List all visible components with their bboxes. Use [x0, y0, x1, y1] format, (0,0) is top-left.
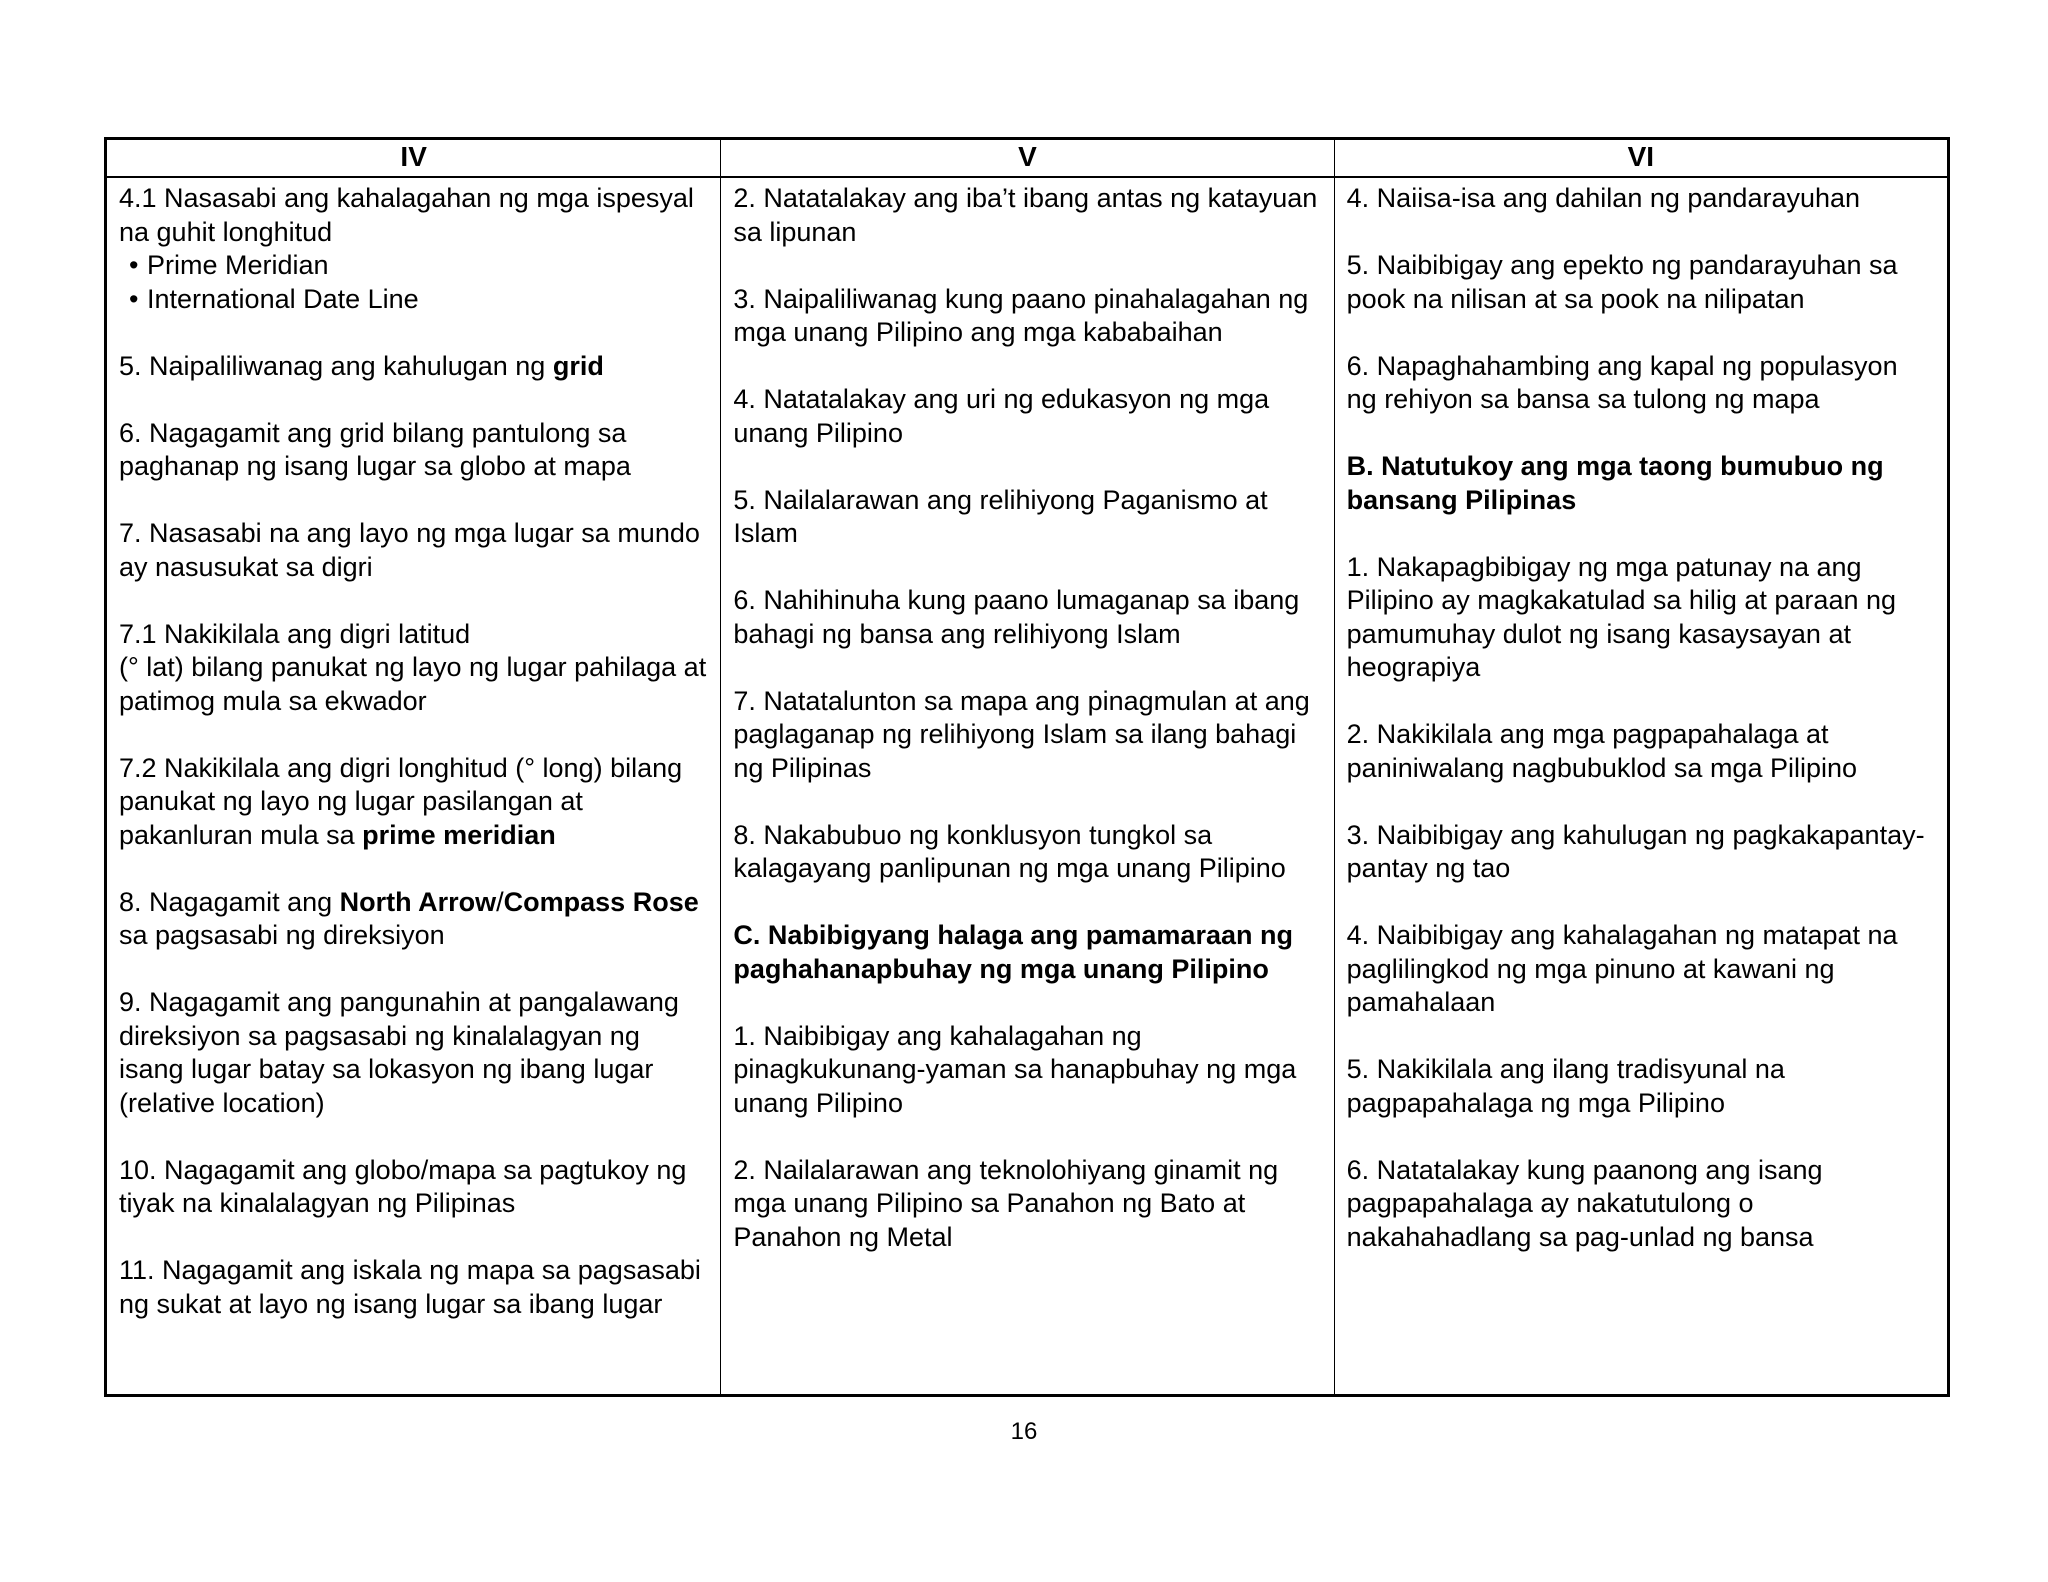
- competency-table: [104, 137, 1950, 1397]
- bullet-list: [119, 249, 708, 316]
- item-7: 7. Nasasabi na ang layo ng mga lugar sa mundo ay nasusukat sa digri: [119, 518, 700, 582]
- page-number: 16: [1010, 1418, 1038, 1445]
- bullet-icon: •: [129, 283, 139, 314]
- column-iv: [107, 178, 720, 1394]
- column-vi: [1334, 178, 1947, 1394]
- item-c2: 2. Nailalarawan ang teknolohiyang ginamit ng mga unang Pilipino sa Panahon ng Bato at Panahon ng Metal: [733, 1154, 1279, 1252]
- item-6: 6. Nagagamit ang grid bilang pantulong sa paghanap ng isang lugar sa globo at mapa: [119, 417, 631, 481]
- item-b2: 2. Nakikilala ang mga pagpapahalaga at paniniwalang nagbubuklod sa mga Pilipino: [1346, 719, 1858, 783]
- item-4: 4. Naiisa-isa ang dahilan ng pandarayuhan: [1346, 183, 1861, 213]
- item-3: 3. Naipaliliwanag kung paano pinahalagahan ng mga unang Pilipino ang mga kababaihan: [733, 283, 1309, 347]
- item-7: 7. Natatalunton sa mapa ang pinagmulan at ang paglaganap ng relihiyong Islam sa ilang bahagi ng Pilipinas: [733, 685, 1310, 783]
- bullet-item: [119, 249, 708, 283]
- item-5: 5. Naibibigay ang epekto ng pandarayuhan sa pook na nilisan at sa pook na nilipatan: [1346, 250, 1898, 314]
- item-7-2: 7.2 Nakikilala ang digri longhitud (° long) bilang panukat ng layo ng lugar pasilangan at pakanluran mula sa prime meridian: [119, 752, 683, 850]
- item-10: 10. Nagagamit ang globo/mapa sa pagtukoy ng tiyak na kinalalagyan ng Pilipinas: [119, 1154, 687, 1218]
- item-6: 6. Nahihinuha kung paano lumaganap sa ibang bahagi ng bansa ang relihiyong Islam: [733, 585, 1300, 649]
- item-8: 8. Nakabubuo ng konklusyon tungkol sa kalagayang panlipunan ng mga unang Pilipino: [733, 819, 1286, 883]
- header-v: V: [720, 140, 1333, 178]
- header-vi: VI: [1334, 140, 1947, 178]
- item-b5: 5. Nakikilala ang ilang tradisyunal na pagpapahalaga ng mga Pilipino: [1346, 1054, 1785, 1118]
- section-b-heading: B. Natutukoy ang mga taong bumubuo ng bansang Pilipinas: [1346, 451, 1884, 515]
- item-6: 6. Napaghahambing ang kapal ng populasyon ng rehiyon sa bansa sa tulong ng mapa: [1346, 350, 1898, 414]
- item-5: 5. Nailalarawan ang relihiyong Paganismo at Islam: [733, 484, 1268, 548]
- item-4-1: 4.1 Nasasabi ang kahalagahan ng mga ispesyal na guhit longhitud: [119, 183, 694, 247]
- header-iv: IV: [107, 140, 720, 178]
- item-11: 11. Nagagamit ang iskala ng mapa sa pagsasabi ng sukat at layo ng isang lugar sa ibang lugar: [119, 1255, 701, 1319]
- item-b4: 4. Naibibigay ang kahalagahan ng matapat na paglilingkod ng mga pinuno at kawani ng pamahalaan: [1346, 920, 1898, 1017]
- bullet-text: Prime Meridian: [147, 250, 329, 280]
- item-7-1: 7.1 Nakikilala ang digri latitud (° lat) bilang panukat ng layo ng lugar pahilaga at patimog mula sa ekwador: [119, 618, 707, 716]
- bullet-icon: •: [129, 250, 139, 280]
- section-c-heading: C. Nabibigyang halaga ang pamamaraan ng paghahanapbuhay ng mga unang Pilipino: [733, 920, 1293, 984]
- item-2: 2. Natatalakay ang iba’t ibang antas ng katayuan sa lipunan: [733, 183, 1318, 247]
- item-8: 8. Nagagamit ang North Arrow/Compass Rose sa pagsasabi ng direksiyon: [119, 886, 699, 950]
- item-b6: 6. Natatalakay kung paanong ang isang pagpapahalaga ay nakatutulong o nakahahadlang sa pag-unlad ng bansa: [1346, 1154, 1823, 1252]
- bullet-text: International Date Line: [147, 283, 419, 314]
- item-9: 9. Nagagamit ang pangunahin at pangalawang direksiyon sa pagsasabi ng kinalalagyan ng isang lugar batay sa lokasyon ng ibang lugar (relative location): [119, 987, 679, 1118]
- column-v: [720, 178, 1333, 1394]
- bullet-item: [119, 283, 708, 317]
- item-b1: 1. Nakapagbibigay ng mga patunay na ang Pilipino ay magkakatulad sa hilig at paraan ng pamumuhay dulot ng isang kasaysayan at heograpiya: [1346, 551, 1897, 682]
- item-b3: 3. Naibibigay ang kahulugan ng pagkakapantay-pantay ng tao: [1346, 819, 1925, 883]
- item-5: 5. Naipaliliwanag ang kahulugan ng grid: [119, 350, 604, 381]
- item-4: 4. Natatalakay ang uri ng edukasyon ng mga unang Pilipino: [733, 384, 1270, 448]
- item-c1: 1. Naibibigay ang kahalagahan ng pinagkukunang-yaman sa hanapbuhay ng mga unang Pilipino: [733, 1020, 1297, 1118]
